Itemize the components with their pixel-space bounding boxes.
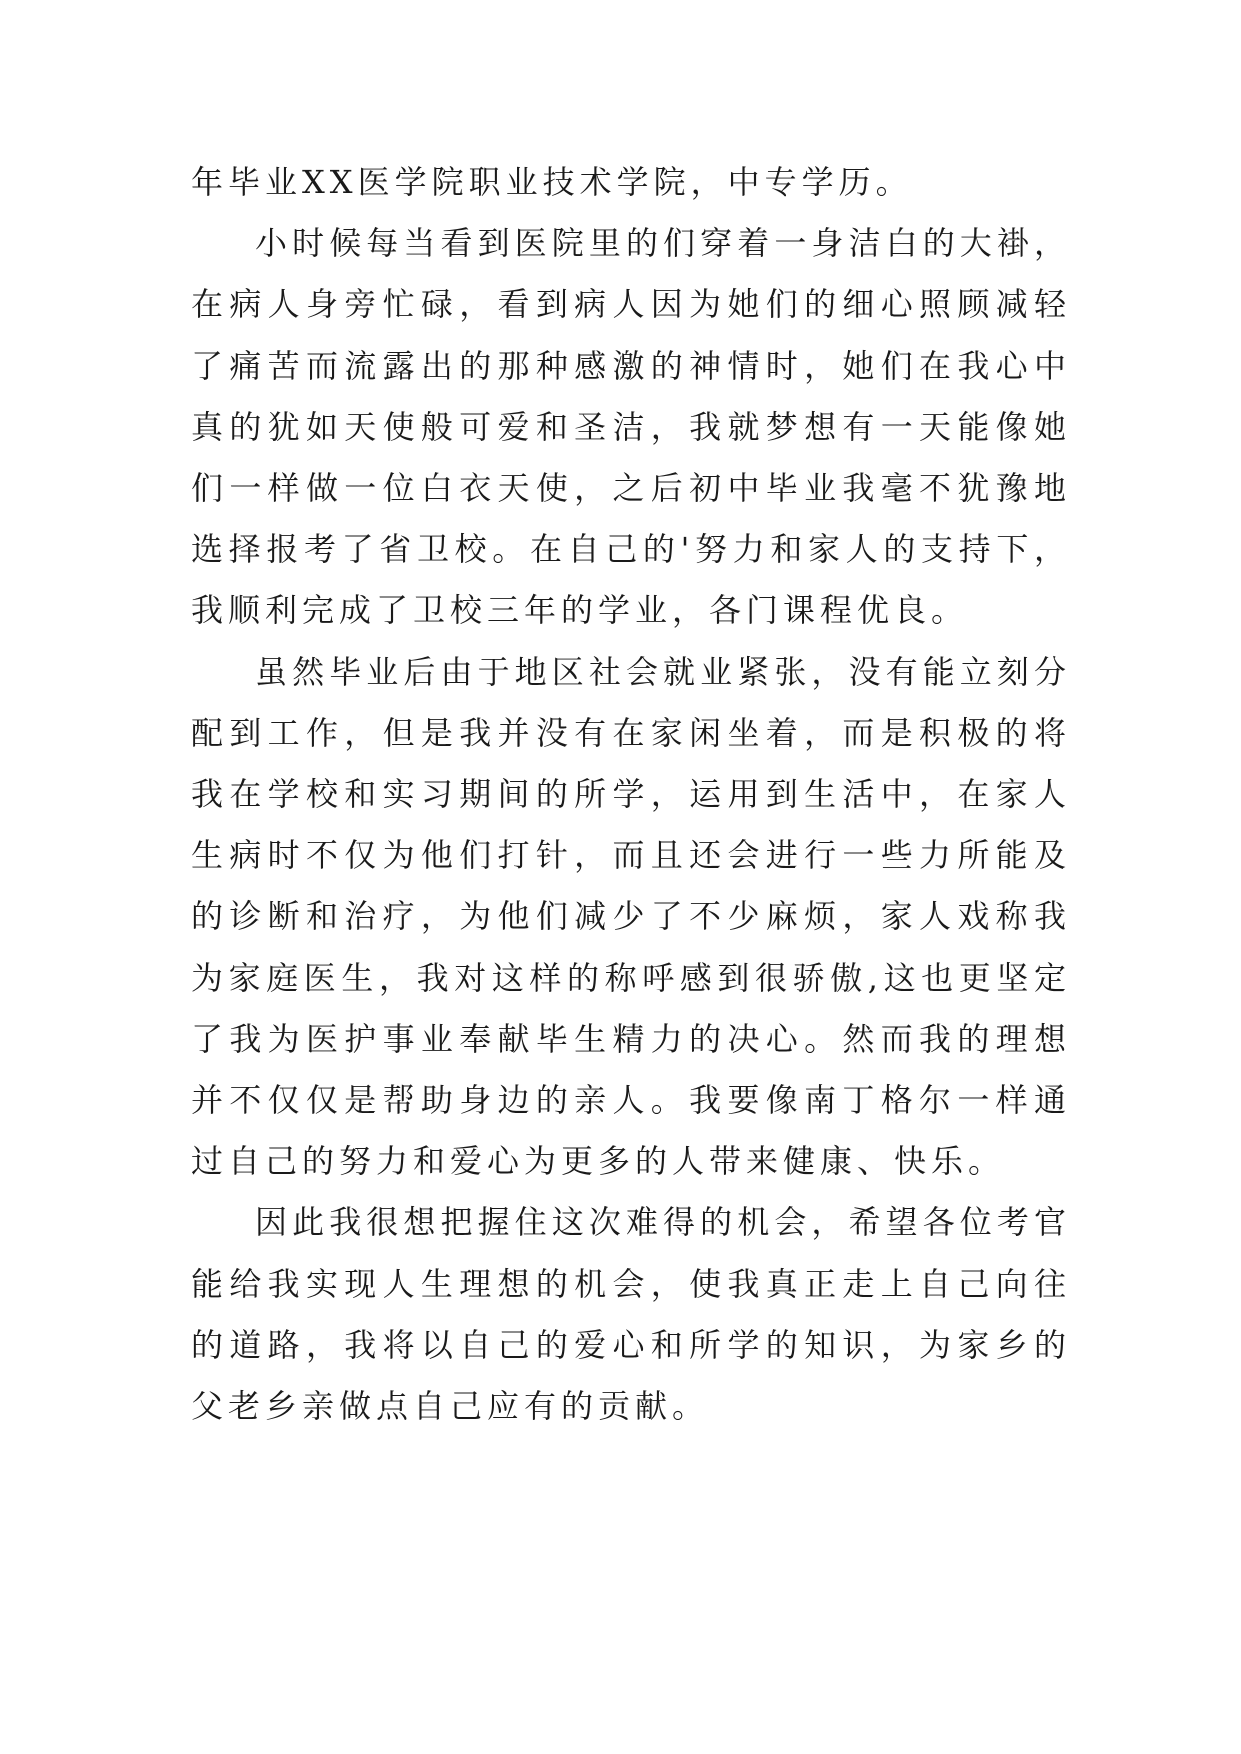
paragraph-1: 年毕业XX医学院职业技术学院，中专学历。 xyxy=(191,163,913,201)
document-body xyxy=(191,152,1071,1437)
paragraph-3: 虽然毕业后由于地区社会就业紧张，没有能立刻分配到工作，但是我并没有在家闲坐着，而是积极的将我在学校和实习期间的所学，运用到生活中，在家人生病时不仅为他们打针，而且还会进行一些力所能及的诊断和治疗，为他们减少了不少麻烦，家人戏称我为家庭医生，我对这样的称呼感到很骄傲,这也更坚定了我为医护事业奉献毕生精力的决心。然而我的理想并不仅仅是帮助身边的亲人。我要像南丁格尔一样通过自己的努力和爱心为更多的人带来健康、快乐。 xyxy=(191,652,1071,1181)
paragraph-2: 小时候每当看到医院里的们穿着一身洁白的大褂，在病人身旁忙碌，看到病人因为她们的细心照顾减轻了痛苦而流露出的那种感激的神情时，她们在我心中真的犹如天使般可爱和圣洁，我就梦想有一天能像她们一样做一位白衣天使，之后初中毕业我毫不犹豫地选择报考了省卫校。在自己的'努力和家人的支持下，我顺利完成了卫校三年的学业，各门课程优良。 xyxy=(191,224,1071,630)
paragraph-4: 因此我很想把握住这次难得的机会，希望各位考官能给我实现人生理想的机会，使我真正走上自己向往的道路，我将以自己的爱心和所学的知识，为家乡的父老乡亲做点自己应有的贡献。 xyxy=(191,1203,1071,1426)
